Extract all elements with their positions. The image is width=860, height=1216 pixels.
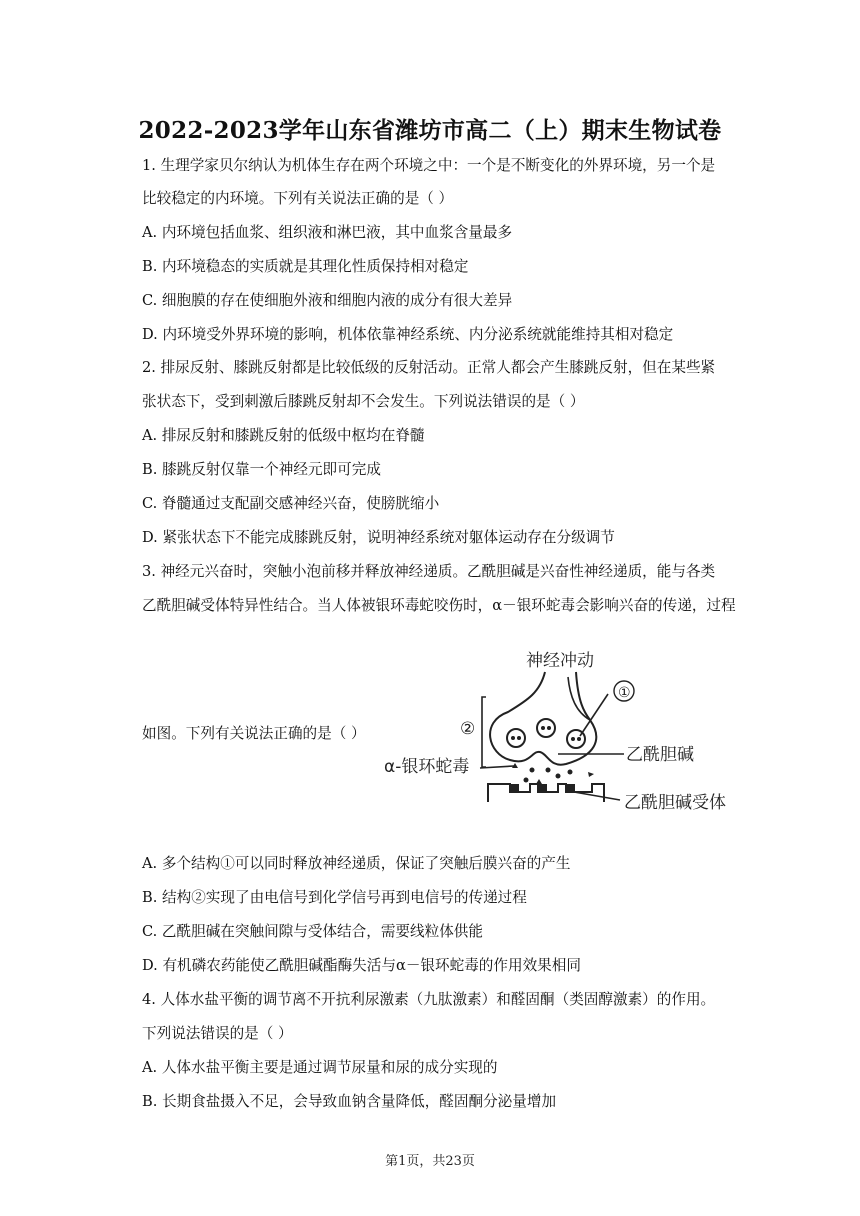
question-1-option-a: A. 内环境包括血浆、组织液和淋巴液，其中血浆含量最多 bbox=[142, 224, 513, 241]
question-4-option-b: B. 长期食盐摄入不足，会导致血钠含量降低，醛固酮分泌量增加 bbox=[142, 1093, 557, 1110]
synaptic-vesicle bbox=[507, 729, 525, 747]
neurotransmitter-dot bbox=[524, 778, 529, 783]
question-2-stem-line-2: 张状态下，受到刺激后膝跳反射却不会发生。下列说法错误的是（ ） bbox=[142, 393, 585, 410]
neurotransmitter-dot bbox=[556, 774, 561, 779]
question-2-option-c: C. 脊髓通过支配副交感神经兴奋，使膀胱缩小 bbox=[142, 495, 440, 512]
question-4-stem-line-1: 4. 人体水盐平衡的调节离不开抗利尿激素（九肽激素）和醛固酮（类固醇激素）的作用。 bbox=[142, 991, 716, 1008]
question-2-stem-line-1: 2. 排尿反射、膝跳反射都是比较低级的反射活动。正常人都会产生膝跳反射，但在某些紧 bbox=[142, 359, 716, 376]
question-2-option-a: A. 排尿反射和膝跳反射的低级中枢均在脊髓 bbox=[142, 427, 425, 444]
synapse-diagram bbox=[380, 642, 780, 827]
impulse-label: 神经冲动 bbox=[526, 651, 594, 671]
question-3-stem-line-1: 3. 神经元兴奋时，突触小泡前移并释放神经递质。乙酰胆碱是兴奋性神经递质，能与各类 bbox=[142, 563, 716, 580]
receptor bbox=[511, 784, 519, 792]
question-3-stem-line-2: 乙酰胆碱受体特异性结合。当人体被银环毒蛇咬伤时，α－银环蛇毒会影响兴奋的传递，过程 bbox=[142, 597, 736, 614]
question-3-option-d: D. 有机磷农药能使乙酰胆碱酯酶失活与α－银环蛇毒的作用效果相同 bbox=[142, 957, 581, 974]
receptor bbox=[567, 784, 575, 792]
neurotransmitter-dot bbox=[546, 768, 551, 773]
question-4-stem-line-2: 下列说法错误的是（ ） bbox=[142, 1025, 293, 1042]
receptor bbox=[539, 784, 547, 792]
leader-line-receptor bbox=[574, 792, 620, 800]
label-1: ① bbox=[618, 685, 631, 701]
question-3-stem-line-3: 如图。下列有关说法正确的是（ ） bbox=[142, 725, 366, 742]
bracket-2 bbox=[482, 697, 486, 767]
receptor-label: 乙酰胆碱受体 bbox=[624, 793, 726, 813]
question-1-option-b: B. 内环境稳态的实质就是其理化性质保持相对稳定 bbox=[142, 258, 469, 275]
neurotransmitter-dot bbox=[530, 768, 535, 773]
page-footer: 第1页，共23页 bbox=[385, 1154, 475, 1169]
question-1-option-d: D. 内环境受外界环境的影响，机体依靠神经系统、内分泌系统就能维持其相对稳定 bbox=[142, 326, 674, 343]
question-2-option-b: B. 膝跳反射仅靠一个神经元即可完成 bbox=[142, 461, 381, 478]
synaptic-vesicle bbox=[537, 719, 555, 737]
question-1-stem-line-2: 比较稳定的内环境。下列有关说法正确的是（ ） bbox=[142, 190, 454, 207]
question-4-option-a: A. 人体水盐平衡主要是通过调节尿量和尿的成分实现的 bbox=[142, 1059, 498, 1076]
presynaptic-terminal bbox=[490, 672, 596, 765]
neurotransmitter-dot bbox=[568, 770, 573, 775]
question-1-stem-line-1: 1. 生理学家贝尔纳认为机体生存在两个环境之中：一个是不断变化的外界环境，另一个是 bbox=[142, 157, 716, 174]
toxin-triangle bbox=[588, 772, 594, 777]
question-2-option-d: D. 紧张状态下不能完成膝跳反射，说明神经系统对躯体运动存在分级调节 bbox=[142, 529, 615, 546]
question-1-option-c: C. 细胞膜的存在使细胞外液和细胞内液的成分有很大差异 bbox=[142, 292, 513, 309]
question-3-option-a: A. 多个结构①可以同时释放神经递质，保证了突触后膜兴奋的产生 bbox=[142, 855, 571, 872]
label-2: ② bbox=[460, 719, 476, 739]
ach-label: 乙酰胆碱 bbox=[626, 745, 694, 765]
page-title: 2022-2023学年山东省潍坊市高二（上）期末生物试卷 bbox=[138, 117, 722, 144]
question-3-option-b: B. 结构②实现了由电信号到化学信号再到电信号的传递过程 bbox=[142, 889, 527, 906]
toxin-label: α-银环蛇毒 bbox=[384, 757, 470, 777]
question-3-option-c: C. 乙酰胆碱在突触间隙与受体结合，需要线粒体供能 bbox=[142, 923, 483, 940]
